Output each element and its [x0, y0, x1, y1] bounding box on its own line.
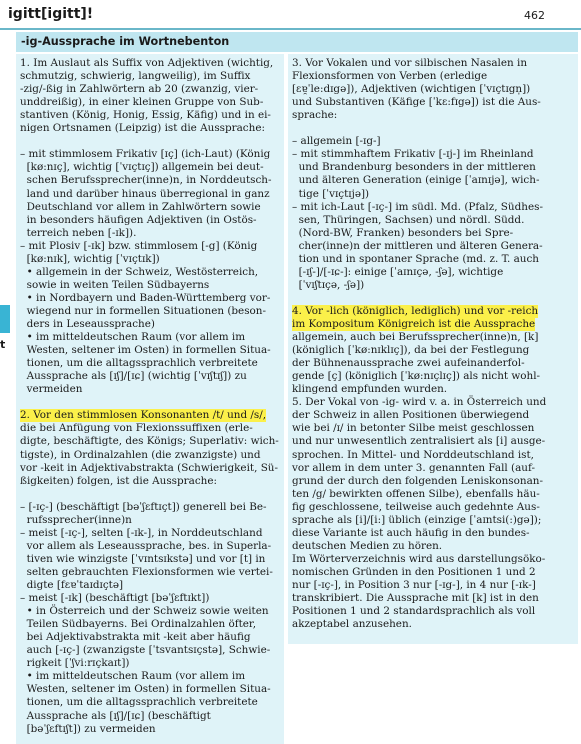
text-line: land und darüber hinaus überregional in ganz: [20, 187, 270, 200]
text-line: unddreißig), in einer kleinen Gruppe von Sub-: [20, 96, 264, 109]
text-line: wiegend nur in formellen Situationen (beson-: [20, 304, 266, 317]
text-line: – mit stimmhaftem Frikativ [-ɪj-] im Rheinland: [292, 148, 534, 161]
page-header: [0, 0, 581, 30]
text-line: Westen, seltener im Osten) in formellen Situa-: [20, 683, 271, 696]
text-line: rigkeit [ˈʃviːrɪçkaɪt]): [20, 657, 130, 670]
text-line: akzeptabel anzusehen.: [292, 618, 412, 631]
text-line: 1. Im Auslaut als Suffix von Adjektiven (wichtig,: [20, 57, 274, 69]
text-line: Flexionsformen von Verben (erledige: [292, 70, 488, 83]
page-number: 462: [524, 9, 545, 22]
text-line: gende [ç] (königlich [ˈkø:nɪçlɪç]) als nicht wohl-: [292, 370, 541, 383]
text-line: sowie in weiten Teilen Südbayerns: [20, 278, 210, 291]
text-line: nur [-ɪç-], in Position 3 nur [-ɪg-], in 4 nur [-ɪk-]: [292, 579, 536, 591]
text-line: und älteren Generation (einige [ˈaɪnɪjə], wich-: [292, 174, 540, 187]
text-line: 4. Vor -lich (königlich, lediglich) und vor -reich: [292, 304, 539, 317]
text-line: und Brandenburg besonders in der mittleren: [292, 161, 536, 174]
text-line: ders in Leseaussprache): [20, 318, 155, 330]
text-line: terreich neben [-ɪk]).: [20, 226, 137, 239]
text-line: • im mitteldeutschen Raum (vor allem im: [20, 331, 246, 344]
text-line: – mit Plosiv [-ɪk] bzw. stimmlosem [-g] (König: [20, 239, 258, 252]
text-line: • in Österreich und der Schweiz sowie weiten: [20, 605, 269, 618]
text-line: vor allem als Leseaussprache, bes. in Superla-: [20, 539, 272, 552]
text-line: der Bühnenaussprache zwei aufeinanderfol-: [292, 357, 525, 370]
text-line: sprochen. In Mittel- und Norddeutschland ist,: [292, 448, 534, 461]
text-line: fig geschlossene, teilweise auch gedehnte Aus-: [292, 500, 540, 513]
text-line: Teilen Südbayerns. Bei Ordinalzahlen öfter,: [20, 618, 257, 631]
text-line: tionen, um die alltagssprachlich verbreitete: [20, 357, 258, 370]
margin-thumb-tab: [0, 305, 10, 333]
text-line: -zig/-ßig in Zahlwörtern ab 20 (zwanzig, vier-: [20, 83, 259, 96]
margin-letter: t: [0, 338, 6, 351]
text-line: [ɛɐ̯ˈle:dɪgə]), Adjektiven (wichtigen [ˈvɪçtɪgn̩]): [292, 83, 531, 96]
text-line: – [-ɪç-] (beschäftigt [bəˈʃɛftɪçt]) generell bei Be-: [20, 500, 267, 513]
text-line: Deutschland vor allem in Zahlwörtern sowie: [20, 200, 261, 213]
text-line: Aussprache als [ɪʃ]/[ɪɕ] (wichtig [ˈvɪʃtɪʃ]) zu: [20, 370, 247, 383]
text-line: vor allem in dem unter 3. genannten Fall (auf-: [292, 461, 535, 474]
text-line: vor -keit in Adjektivabstrakta (Schwierigkeit, Sü-: [20, 461, 279, 474]
text-line: und nur unwesentlich zentralisiert als [i] ausge-: [292, 435, 546, 448]
text-line: transkribiert. Die Aussprache mit [k] ist in den: [292, 592, 539, 605]
text-line: in besonders häufigen Adjektiven (in Ostös-: [20, 213, 257, 226]
text-line: – mit stimmlosem Frikativ [ɪç] (ich-Laut) (König: [20, 148, 271, 161]
text-line: [bəˈʃɛftɪʃt]) zu vermeiden: [20, 722, 156, 735]
text-line: 3. Vor Vokalen und vor silbischen Nasalen in: [292, 57, 528, 69]
text-line: stantiven (König, Honig, Essig, Käfig) und in ei-: [20, 109, 271, 122]
text-line: ßigkeiten) folgen, ist die Aussprache:: [20, 474, 217, 487]
text-line: tionen, um die alltagssprachlich verbreitete: [20, 696, 258, 709]
text-line: grund der durch den folgenden Leniskonsonan-: [292, 474, 543, 487]
text-line: sprache als [i]/[i:] üblich (einzige [ˈaɪntsi(:)gə]);: [292, 513, 542, 526]
text-line: digte, beschäftigte, des Königs; Superlativ: wich-: [20, 435, 279, 448]
text-line: [ˈvɪʃtɪçə, -ʃə]): [292, 278, 365, 291]
text-line: tige [ˈvɪçtɪjə]): [292, 187, 370, 200]
text-line: vermeiden: [20, 383, 83, 396]
text-line: und Substantiven (Käfige [ˈkɛ:fɪgə]) ist die Aus-: [292, 96, 541, 109]
text-line: [-ɪʃ-]/[-ɪɕ-]: einige [ˈaɪnɪçə, -ʃə], wichtige: [292, 265, 504, 278]
text-line: digte [fɛɐˈtaɪdɪçtə]: [20, 579, 124, 591]
text-line: sen, Thüringen, Sachsen) und nördl. Südd.: [292, 213, 525, 226]
text-line: (königlich [ˈkø:nɪklɪç]), da bei der Festlegung: [292, 344, 530, 357]
text-line: nomischen Gründen in den Positionen 1 und 2: [292, 565, 536, 578]
text-line: die bei Anfügung von Flexionssuffixen (erle-: [20, 422, 253, 435]
text-line: deutschen Medien zu hören.: [292, 539, 443, 552]
text-line: cher(inne)n der mittleren und älteren Genera-: [292, 239, 543, 252]
text-line: Westen, seltener im Osten) in formellen Situa-: [20, 344, 271, 357]
header-rule: [0, 28, 581, 30]
text-line: wie bei /ɪ/ in betonter Silbe meist geschlossen: [292, 422, 535, 435]
text-line: • allgemein in der Schweiz, Westösterreich,: [20, 265, 259, 278]
text-line: – allgemein [-ɪg-]: [292, 135, 381, 148]
info-box-title: -ig-Aussprache im Wortnebenton: [16, 32, 578, 52]
text-line: rufssprecher(inne)n: [20, 513, 132, 526]
text-line: schmutzig, schwierig, langweilig), im Suffix: [20, 70, 251, 83]
text-line: auch [-ɪç-] (zwanzigste [ˈtsvantsɪçstə], Schwie-: [20, 644, 271, 657]
text-line: tiven wie winzigste [ˈvɪntsɪkstə] und vor [t] in: [20, 552, 266, 565]
text-line: diese Variante ist auch häufig in den bundes-: [292, 526, 530, 539]
text-line: – meist [-ɪç-], selten [-ɪk-], in Norddeutschland: [20, 526, 263, 539]
right-column: [288, 54, 578, 644]
text-line: ten /g/ bewirkten offenen Silbe), ebenfalls häu-: [292, 487, 540, 500]
text-line: selten gebrauchten Flexionsformen wie vertei-: [20, 565, 273, 578]
text-line: 2. Vor den stimmlosen Konsonanten /t/ und /s/,: [20, 409, 267, 422]
text-line: im Kompositum Königreich ist die Aussprache: [292, 318, 536, 330]
text-line: klingend empfunden wurden.: [292, 383, 448, 396]
entry-headword: igitt[igitt]!: [8, 6, 94, 22]
text-line: 5. Der Vokal von -ig- wird v. a. in Österreich und: [292, 396, 547, 409]
text-line: allgemein, auch bei Berufssprecher(inne)n, [k]: [292, 331, 539, 344]
text-line: Aussprache als [ɪʃ]/[ɪɕ] (beschäftigt: [20, 709, 211, 722]
text-line: • im mitteldeutschen Raum (vor allem im: [20, 670, 246, 683]
text-line: • in Nordbayern und Baden-Württemberg vor-: [20, 291, 271, 304]
text-line: bei Adjektivabstrakta mit -keit aber häufig: [20, 631, 251, 644]
text-line: tion und in spontaner Sprache (md. z. T. auch: [292, 252, 539, 265]
left-column: [16, 54, 284, 744]
text-line: sprache:: [292, 109, 338, 122]
text-line: schen Berufssprecher(inne)n, in Norddeutsch-: [20, 174, 272, 187]
text-line: der Schweiz in allen Positionen überwiegend: [292, 409, 530, 422]
text-line: tigste), in Ordinalzahlen (die zwanzigste) und: [20, 448, 261, 461]
text-line: (Nord-BW, Franken) besonders bei Spre-: [292, 226, 514, 239]
text-line: [kø:nɪç], wichtig [ˈvɪçtɪç]) allgemein bei deut-: [20, 161, 264, 174]
text-line: Im Wörterverzeichnis wird aus darstellungsöko-: [292, 552, 546, 565]
text-line: [kø:nɪk], wichtig [ˈvɪçtɪk]): [20, 252, 160, 265]
text-line: – meist [-ɪk] (beschäftigt [bəˈʃɛftɪkt]): [20, 592, 210, 605]
text-line: nigen Ortsnamen (Leipzig) ist die Aussprache:: [20, 122, 265, 135]
text-line: – mit ich-Laut [-ɪç-] im südl. Md. (Pfalz, Südhes-: [292, 200, 543, 213]
text-line: Positionen 1 und 2 standardsprachlich als voll: [292, 605, 536, 618]
